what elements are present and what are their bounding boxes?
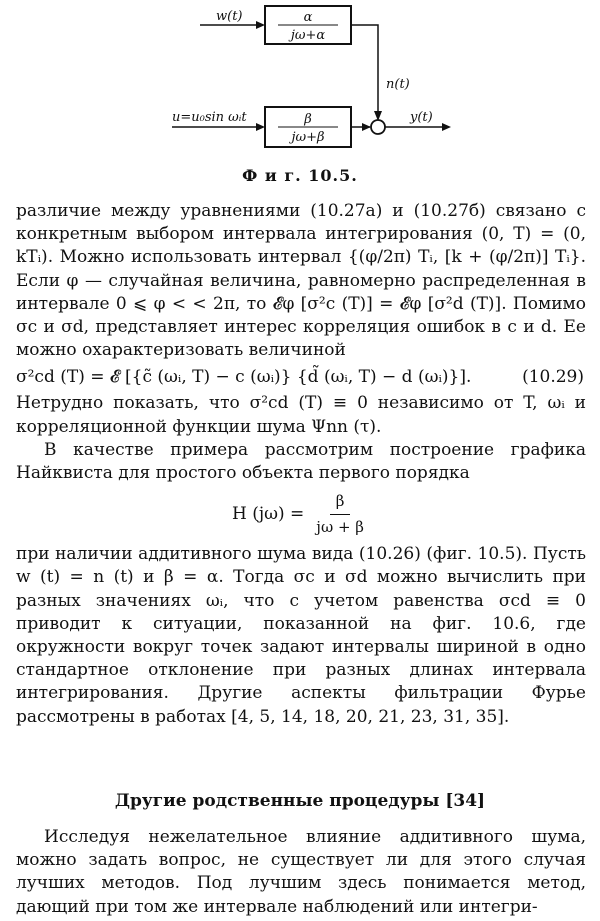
input-w-arrow <box>256 21 265 29</box>
summing-junction <box>371 120 385 134</box>
paragraph-4: при наличии аддитивного шума вида (10.26) (фиг. 10.5). Пусть w (t) = n (t) и β = α. Тогда σc и σd можно вычислить при разных значениях ωᵢ, что с учетом равенства σcd ≡ 0 приводит к ситуации, показанной на фиг. 10.6, где окружности вокруг точек задают интервалы шириной в одно стандартное отклонение при разных длинах интервала интегрирования. Другие аспекты фильтрации Фурье рассмотрены в работах [4, 5, 14, 18, 20, 21, 23, 31, 35]. <box>16 544 586 727</box>
input-u-arrow <box>256 123 265 131</box>
block-alpha-denominator: jω+α <box>290 28 326 43</box>
output-arrow <box>442 123 451 131</box>
input-w-label: w(t) <box>216 9 243 24</box>
fraction-denominator: jω + β <box>316 517 364 536</box>
output-label: y(t) <box>410 110 433 125</box>
equation-transfer-function <box>16 485 586 543</box>
block-beta-denominator: jω+β <box>291 130 325 145</box>
paragraph-1: различие между уравнениями (10.27а) и (10.27б) связано с конкретным выбором интервала интегрирования (0, T) = (0, kTᵢ). Можно использовать интервал {(φ/2π) Tᵢ, [k + (φ/2π)] Tᵢ}. Если φ — случайная величина, равномерно распределенная в интервале 0 ⩽ φ < < 2π, то 𝓔φ [σ²c (T)] = 𝓔φ [σ²d (T)]. Помимо σc и σd, представляет интерес корреляция ошибок в c и d. Ее можно охарактеризовать величиной <box>16 201 586 361</box>
equation-10-29-number: (10.29) <box>522 366 584 387</box>
block-alpha-numerator: α <box>303 10 313 25</box>
fraction-numerator: β <box>330 490 351 515</box>
signal-path-arrow <box>362 123 371 131</box>
equation-10-29 <box>16 362 586 392</box>
section-text <box>16 826 586 919</box>
paragraph-5: Исследуя нежелательное влияние аддитивного шума, можно задать вопрос, не существует ли для этого случая лучших методов. Под лучшим здесь понимается метод, дающий при том же интервале наблюдений или интегри- <box>16 827 586 917</box>
main-text <box>16 200 586 729</box>
block-diagram <box>0 0 600 160</box>
equation-10-29-body: σ²cd (T) = 𝓔 [{c̃ (ωᵢ, T) − c (ωᵢ)} {d̃ (ωᵢ, T) − d (ωᵢ)}]. <box>16 366 472 387</box>
paragraph-2: Нетрудно показать, что σ²cd (T) ≡ 0 независимо от T, ωᵢ и корреляционной функции шума Ψnn (τ). <box>16 393 586 437</box>
equation-lhs: H (jω) = <box>232 503 305 524</box>
block-beta-numerator: β <box>304 112 312 127</box>
noise-path-line <box>351 25 378 118</box>
equation-fraction <box>310 490 370 539</box>
paragraph-3: В качестве примера рассмотрим построение графика Найквиста для простого объекта первого порядка <box>16 439 586 484</box>
figure-caption: Ф и г. 10.5. <box>242 166 358 185</box>
noise-label: n(t) <box>386 77 410 92</box>
section-heading: Другие родственные процедуры [34] <box>114 791 486 811</box>
input-u-label: u=u₀sin ωᵢt <box>172 110 247 125</box>
